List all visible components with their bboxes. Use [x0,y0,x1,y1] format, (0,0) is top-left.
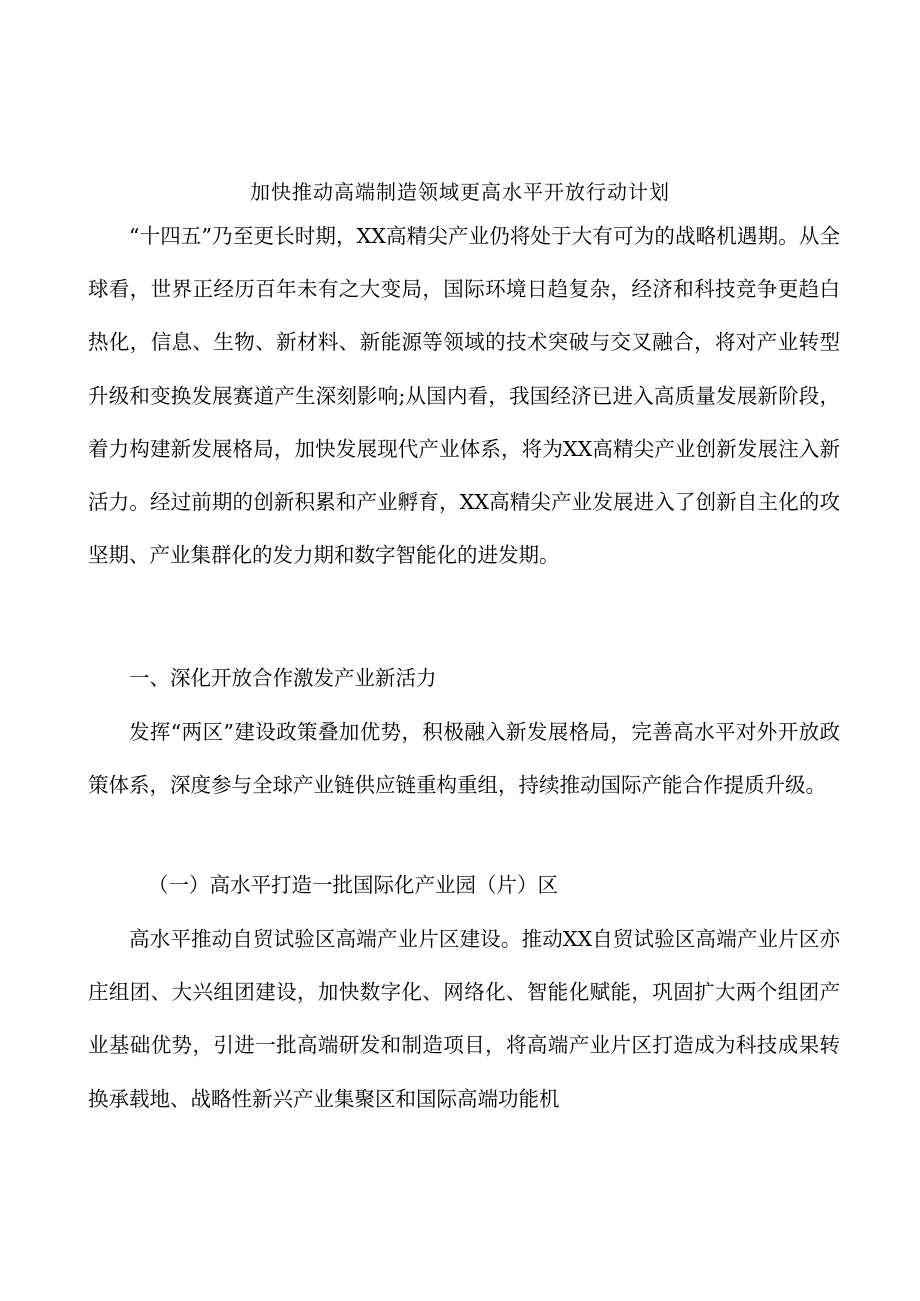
paragraph-strategic-period: “十四五”乃至更长时期，XX高精尖产业仍将处于大有可为的战略机遇期。从全球看，世界正经历百年未有之大变局，国际环境日趋复杂，经济和科技竞争更趋白热化，信息、生物、新材料、新能源等领域的技术突破与交叉融合，将对产业转型升级和变换发展赛道产生深刻影响;从国内看，我国经济已进入高质量发展新阶段，着力构建新发展格局，加快发展现代产业体系，将为XX高精尖产业创新发展注入新活力。经过前期的创新积累和产业孵育，XX高精尖产业发展进入了创新自主化的攻坚期、产业集群化的发力期和数字智能化的进发期。 [88,224,840,568]
document-title: 加快推动高端制造领域更高水平开放行动计划 [250,180,670,204]
section-heading-one: 一、深化开放合作激发产业新活力 [129,666,437,690]
paragraph-opening-policy: 发挥“两区”建设政策叠加优势，积极融入新发展格局，完善高水平对外开放政策体系，深度参与全球产业链供应链重构重组，持续推动国际产能合作提质升级。 [88,720,840,798]
subsection-heading-one: （一）高水平打造一批国际化产业园（片）区 [148,873,558,897]
paragraph-industrial-zone: 高水平推动自贸试验区高端产业片区建设。推动XX自贸试验区高端产业片区亦庄组团、大兴组团建设，加快数字化、网络化、智能化赋能，巩固扩大两个组团产业基础优势，引进一批高端研发和制造项目，将高端产业片区打造成为科技成果转换承载地、战略性新兴产业集聚区和国际高端功能机 [88,927,840,1111]
